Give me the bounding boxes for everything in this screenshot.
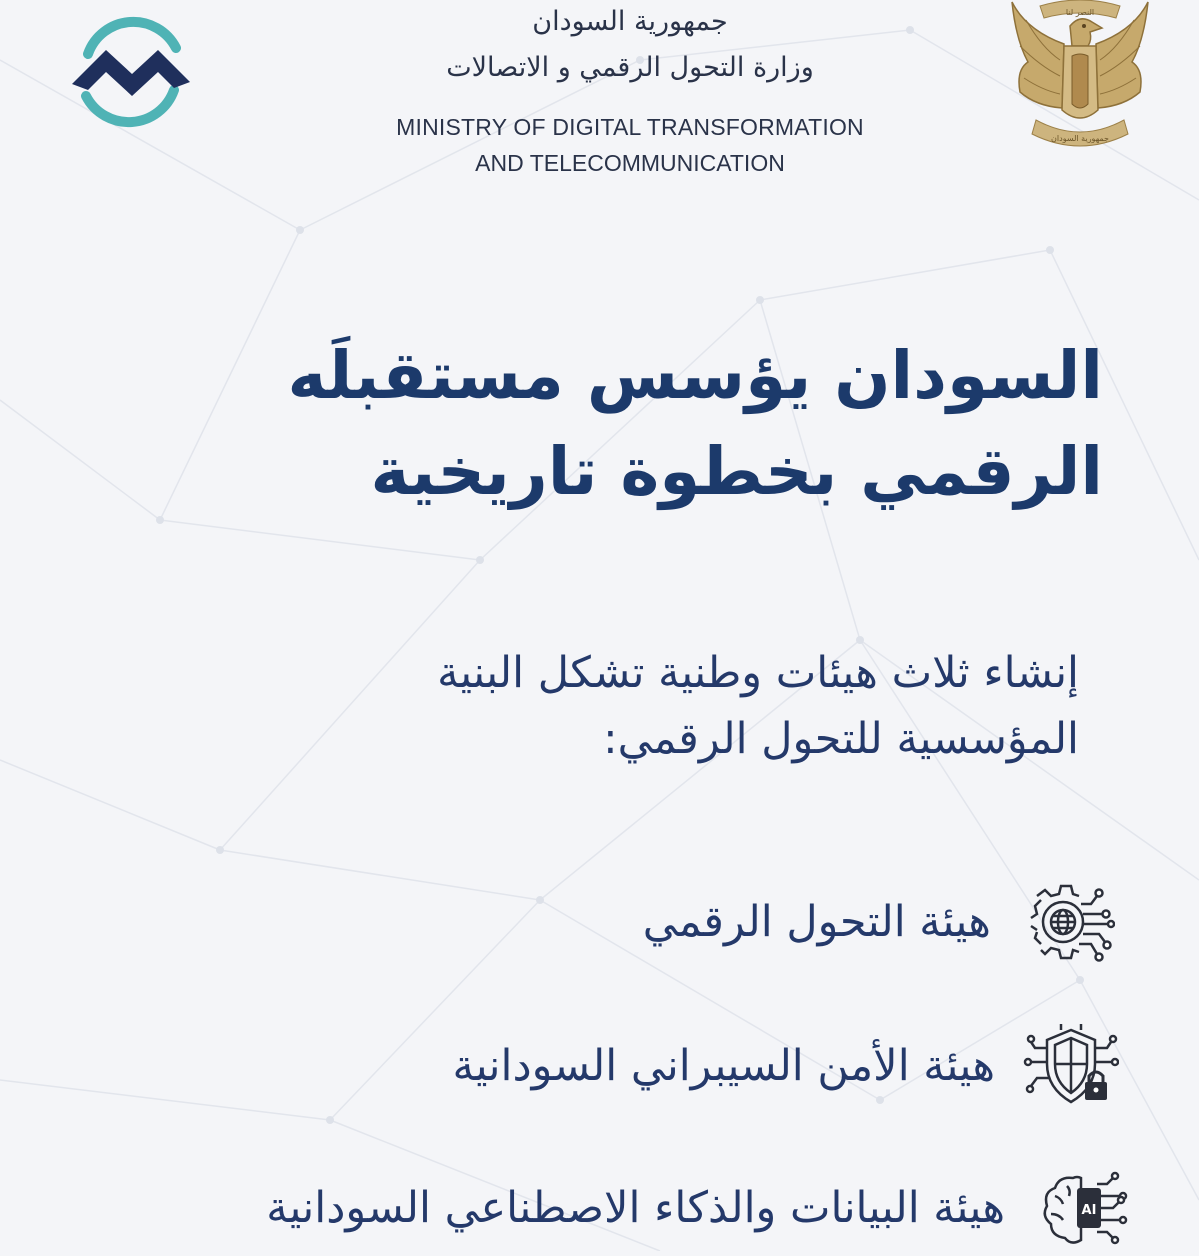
authority-item-data-ai <box>266 1160 1129 1256</box>
emblem-banner-text: النصر لنا <box>1065 8 1095 17</box>
emblem-text: جمهورية السودان <box>1051 134 1109 143</box>
authority-label: هيئة الأمن السيبراني السودانية <box>452 1041 995 1091</box>
sudan-emblem-icon <box>1006 0 1154 156</box>
ministry-name-en-line2: AND TELECOMMUNICATION <box>475 150 785 176</box>
ministry-name-en-line1: MINISTRY OF DIGITAL TRANSFORMATION <box>396 114 864 140</box>
ai-chip-text: AI <box>1081 1203 1097 1218</box>
title-line-1: السودان يؤسس مستقبلَه <box>287 337 1103 414</box>
shield-lock-circuit-icon <box>1023 1018 1119 1114</box>
page-title <box>183 328 1103 520</box>
intro-text <box>259 640 1079 772</box>
ministry-logo <box>66 8 196 134</box>
title-line-2: الرقمي بخطوة تاريخية <box>370 433 1103 510</box>
authority-label: هيئة البيانات والذكاء الاصطناعي السودانية <box>266 1183 1005 1233</box>
intro-line-1: إنشاء ثلاث هيئات وطنية تشكل البنية <box>437 648 1079 698</box>
ministry-name-ar: وزارة التحول الرقمي و الاتصالات <box>446 52 814 83</box>
intro-line-2: المؤسسية للتحول الرقمي: <box>603 714 1079 764</box>
authority-label: هيئة التحول الرقمي <box>642 897 991 947</box>
gear-globe-circuit-icon <box>1019 874 1115 970</box>
country-name-ar: جمهورية السودان <box>532 6 728 37</box>
ai-brain-circuit-icon <box>1033 1160 1129 1256</box>
authority-item-cybersecurity <box>453 1018 1119 1114</box>
authority-item-digital-transformation <box>643 874 1115 970</box>
